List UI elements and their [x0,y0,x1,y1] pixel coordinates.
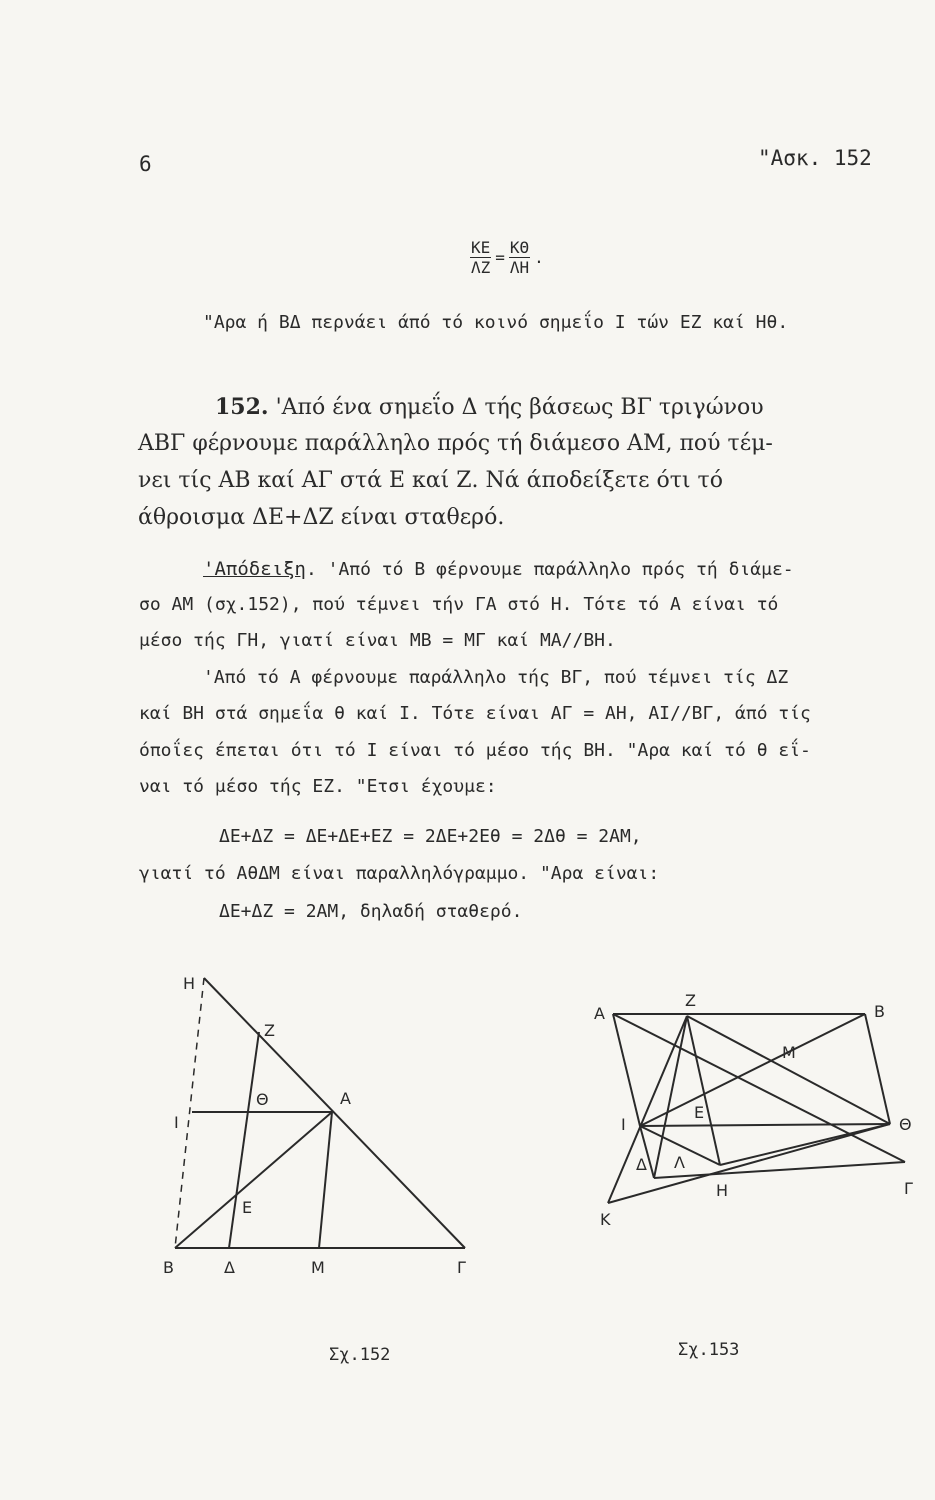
problem-number: 152. [215,394,269,420]
fraction-right: $\frac{K\Theta}{\Lambda H}$ [509,238,530,277]
label-E: Ε [242,1198,253,1217]
proof-line-8: γιατί τό ΑθΔΜ είναι παραλληλόγραμμο. "Αρα είναι: [139,863,660,884]
label-E: Ε [694,1103,705,1122]
segment-ZTheta [687,1016,890,1124]
proof-label: 'Απόδειξη [203,558,306,580]
label-A: Α [340,1089,351,1108]
segment-ITheta [640,1124,890,1126]
figure-152 [150,960,490,1280]
page-number: 6 [139,152,152,176]
segment-ZH [687,1016,720,1165]
proof-line-7: ναι τό μέσο τής ΕΖ. "Ετσι έχουμε: [139,776,497,797]
proof-line-5: καί ΒΗ στά σημεΐα θ καί Ι. Τότε είναι ΑΓ = ΑΗ, ΑΙ//ΒΓ, άπό τίς [139,703,811,724]
label-D: Δ [636,1155,647,1174]
label-M: Μ [311,1258,325,1277]
label-K: Κ [600,1210,611,1229]
label-Z: Ζ [264,1021,275,1040]
problem-line-1: 152. 'Από ένα σημεΐο Δ τής βάσεως ΒΓ τριγώνου [215,394,764,420]
label-Theta: Θ [256,1090,269,1109]
segment-BA [175,1112,332,1248]
figure-152-caption: Σχ.152 [329,1345,391,1365]
fraction-left: $\frac{KE}{\Lambda Z}$ [471,238,491,277]
label-D: Δ [224,1258,235,1277]
label-Theta: Θ [899,1115,912,1134]
problem-line-3: νει τίς ΑΒ καί ΑΓ στά Ε καί Ζ. Νά άποδείξετε ότι τό [138,468,723,493]
problem-line-2: ΑΒΓ φέρνουμε παράλληλο πρός τή διάμεσο ΑΜ, πού τέμ- [138,431,773,456]
previous-conclusion: "Αρα ή ΒΔ περνάει άπό τό κοινό σημεΐο Ι τών ΕΖ καί Ηθ. [203,312,789,333]
segment-DG [654,1162,905,1178]
proof-equation-2: ΔΕ+ΔΖ = 2ΑΜ, δηλαδή σταθερό. [219,901,523,922]
proof-line-3: μέσο τής ΓΗ, γιατί είναι ΜΒ = ΜΓ καί ΜΑ//ΒΗ. [139,630,616,651]
label-Z: Ζ [685,991,696,1010]
label-G: Γ [457,1258,466,1277]
figure-153 [580,980,930,1230]
ratio-equation: $\frac{KE}{\Lambda Z}$ = $\frac{K\Theta}{\Lambda H}$ . [471,238,544,277]
proof-equation-1: ΔΕ+ΔΖ = ΔΕ+ΔΕ+ΕΖ = 2ΔΕ+2Εθ = 2Δθ = 2ΑΜ, [219,826,642,847]
label-M: Μ [782,1043,796,1062]
label-I: Ι [621,1115,626,1134]
label-L: Λ [674,1153,685,1172]
proof-line-1: 'Απόδειξη. 'Από τό Β φέρνουμε παράλληλο πρός τή διάμε- [203,558,794,580]
label-B: Β [874,1002,885,1021]
proof-line-6: όποΐες έπεται ότι τό Ι είναι τό μέσο τής ΒΗ. "Αρα καί τό θ εΐ- [139,740,811,761]
label-G: Γ [904,1179,913,1198]
segment-AI [613,1014,640,1126]
segment-BTheta [865,1014,890,1124]
label-A: Α [594,1004,605,1023]
label-I: Ι [174,1113,179,1132]
proof-line-2: σο ΑΜ (σχ.152), πού τέμνει τήν ΓΑ στό Η. Τότε τό Α είναι τό [139,594,779,615]
proof-line-4: 'Από τό Α φέρνουμε παράλληλο τής ΒΓ, πού τέμνει τίς ΔΖ [203,667,789,688]
label-H: Η [183,974,196,993]
label-B: Β [163,1258,174,1277]
figure-153-caption: Σχ.153 [678,1340,740,1360]
problem-line-4: άθροισμα ΔΕ+ΔΖ είναι σταθερό. [138,505,505,530]
label-H: Η [716,1181,729,1200]
segment-IB [640,1014,865,1126]
segment-MA [319,1112,332,1248]
exercise-reference: "Ασκ. 152 [758,146,872,170]
